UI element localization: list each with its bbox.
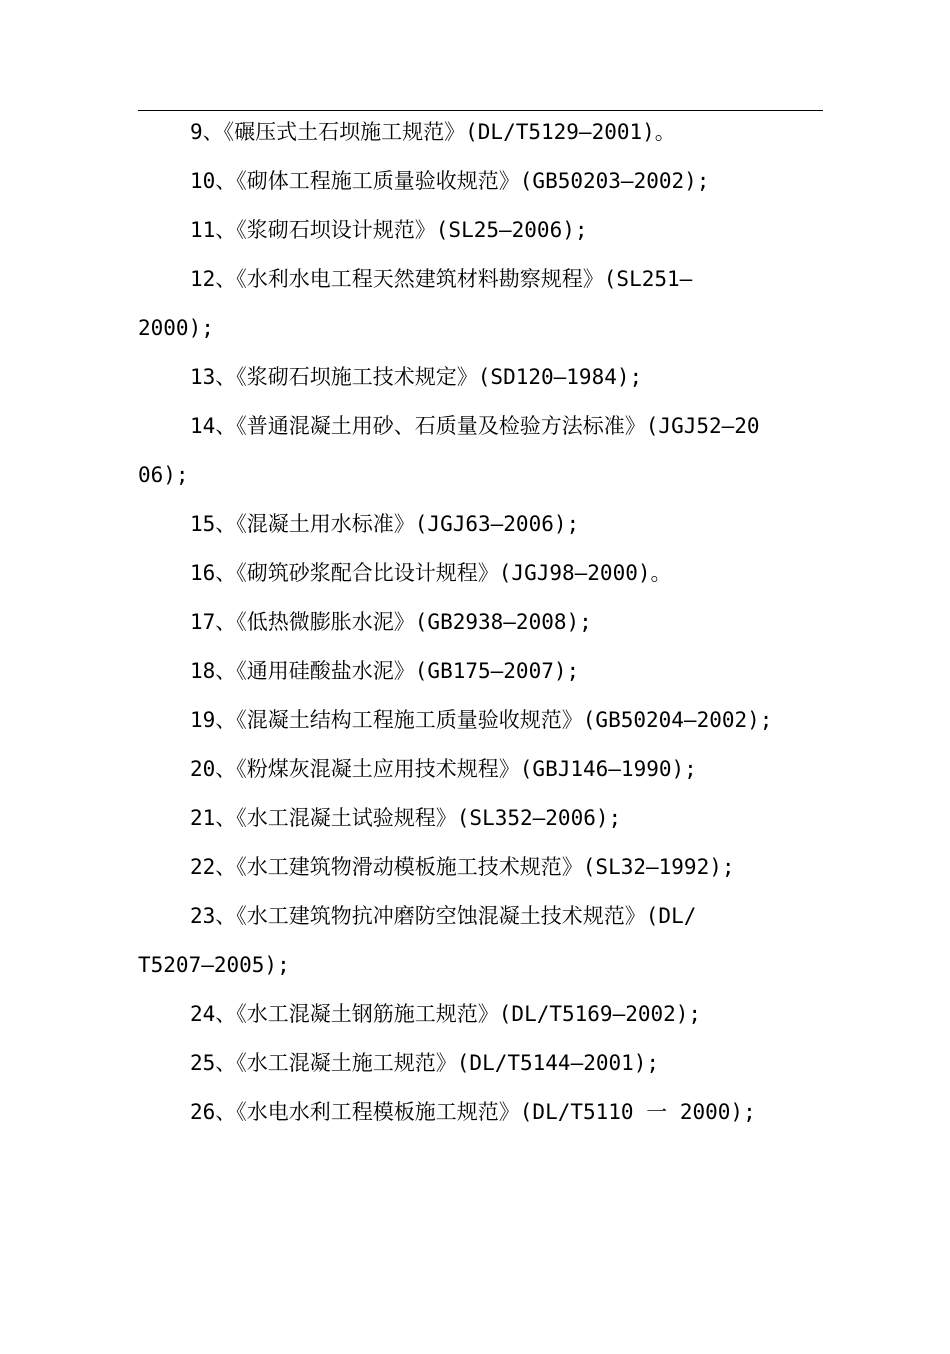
- list-item: 22、《水工建筑物滑动模板施工技术规范》(SL32—1992);: [190, 855, 735, 879]
- list-item: 17、《低热微膨胀水泥》(GB2938—2008);: [190, 610, 592, 634]
- list-item: 20、《粉煤灰混凝土应用技术规程》(GBJ146—1990);: [190, 757, 697, 781]
- list-item-continuation: T5207—2005);: [138, 953, 290, 977]
- list-item: 23、《水工建筑物抗冲磨防空蚀混凝土技术规范》(DL/: [190, 904, 697, 928]
- list-item: 13、《浆砌石坝施工技术规定》(SD120—1984);: [190, 365, 643, 389]
- list-item-continuation: 06);: [138, 463, 189, 487]
- list-item: 11、《浆砌石坝设计规范》(SL25—2006);: [190, 218, 588, 242]
- list-item: 26、《水电水利工程模板施工规范》(DL/T5110 一 2000);: [190, 1100, 756, 1124]
- list-item: 18、《通用硅酸盐水泥》(GB175—2007);: [190, 659, 580, 683]
- list-item: 19、《混凝土结构工程施工质量验收规范》(GB50204—2002);: [190, 708, 773, 732]
- list-item: 24、《水工混凝土钢筋施工规范》(DL/T5169—2002);: [190, 1002, 702, 1026]
- standards-list: [138, 108, 828, 1137]
- list-item: 9、《碾压式土石坝施工规范》(DL/T5129—2001)。: [190, 120, 676, 144]
- list-item: 12、《水利水电工程天然建筑材料勘察规程》(SL251—: [190, 267, 693, 291]
- list-item-continuation: 2000);: [138, 316, 214, 340]
- list-item: 25、《水工混凝土施工规范》(DL/T5144—2001);: [190, 1051, 660, 1075]
- list-item: 10、《砌体工程施工质量验收规范》(GB50203—2002);: [190, 169, 710, 193]
- list-item: 15、《混凝土用水标准》(JGJ63—2006);: [190, 512, 580, 536]
- list-item: 14、《普通混凝土用砂、石质量及检验方法标准》(JGJ52—20: [190, 414, 760, 438]
- list-item: 21、《水工混凝土试验规程》(SL352—2006);: [190, 806, 622, 830]
- list-item: 16、《砌筑砂浆配合比设计规程》(JGJ98—2000)。: [190, 561, 672, 585]
